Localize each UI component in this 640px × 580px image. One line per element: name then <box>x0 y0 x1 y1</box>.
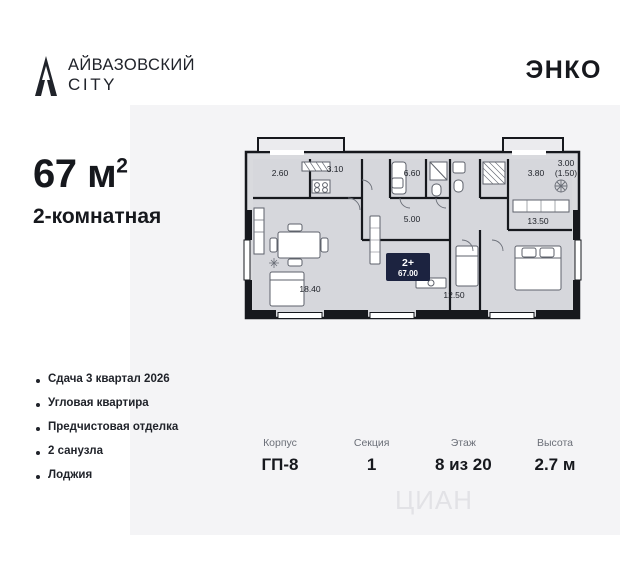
bullet-icon <box>36 379 40 383</box>
list-item <box>36 397 236 410</box>
list-item-label: 2 санузла <box>48 445 103 457</box>
brand-logo-text <box>68 54 195 94</box>
spec-label: Высота <box>536 437 573 449</box>
spec-item-korpus <box>245 437 315 475</box>
floor-plan <box>240 120 585 360</box>
rooms-subtitle: 2-комнатная <box>33 205 162 228</box>
svg-text:3.10: 3.10 <box>326 164 344 174</box>
bullet-icon <box>36 403 40 407</box>
list-item <box>36 373 236 386</box>
svg-text:13.50: 13.50 <box>527 216 549 226</box>
spec-table <box>245 437 590 475</box>
list-item-label: Лоджия <box>48 469 93 481</box>
bullet-icon <box>36 475 40 479</box>
list-item-label: Сдача 3 квартал 2026 <box>48 373 170 385</box>
svg-text:18.40: 18.40 <box>299 284 321 294</box>
brand-logo <box>33 54 195 98</box>
features-list <box>36 373 236 493</box>
spec-value: ГП-8 <box>261 455 299 474</box>
svg-text:3.80: 3.80 <box>527 168 545 178</box>
svg-text:12.50: 12.50 <box>443 290 465 300</box>
svg-text:67.00: 67.00 <box>397 269 419 278</box>
list-item-label: Предчистовая отделка <box>48 421 179 433</box>
bullet-icon <box>36 427 40 431</box>
svg-text:6.60: 6.60 <box>403 168 421 178</box>
spec-value: 1 <box>366 455 377 474</box>
area-badge <box>386 253 430 281</box>
svg-text:5.00: 5.00 <box>403 214 421 224</box>
spec-label: Корпус <box>263 437 297 449</box>
list-item <box>36 445 236 458</box>
spec-item-etazh <box>428 437 498 475</box>
spec-value: 8 из 20 <box>434 455 492 474</box>
brand-subname: CITY <box>68 75 118 94</box>
spec-value: 2.7 м <box>534 455 576 474</box>
mountain-peak-icon <box>33 54 59 98</box>
list-item-label: Угловая квартира <box>48 397 149 409</box>
list-item <box>36 421 236 434</box>
spec-item-sekciya <box>337 437 407 475</box>
area-value: 67 м <box>33 152 117 196</box>
watermark: ЦИАН <box>395 485 474 515</box>
area-superscript: 2 <box>116 154 128 178</box>
spec-item-vysota <box>520 437 590 475</box>
brand-name: АЙВАЗОВСКИЙ <box>68 56 195 74</box>
page-title <box>33 152 127 197</box>
bullet-icon <box>36 451 40 455</box>
developer-logo: ЭНКО <box>525 56 602 84</box>
room-label: 2.60 <box>271 168 289 178</box>
svg-text:2+: 2+ <box>402 257 414 269</box>
spec-label: Секция <box>353 437 390 449</box>
spec-label: Этаж <box>450 437 476 449</box>
list-item <box>36 469 236 482</box>
svg-text:3.00: 3.00 <box>557 158 575 168</box>
svg-text:(1.50): (1.50) <box>554 168 578 178</box>
